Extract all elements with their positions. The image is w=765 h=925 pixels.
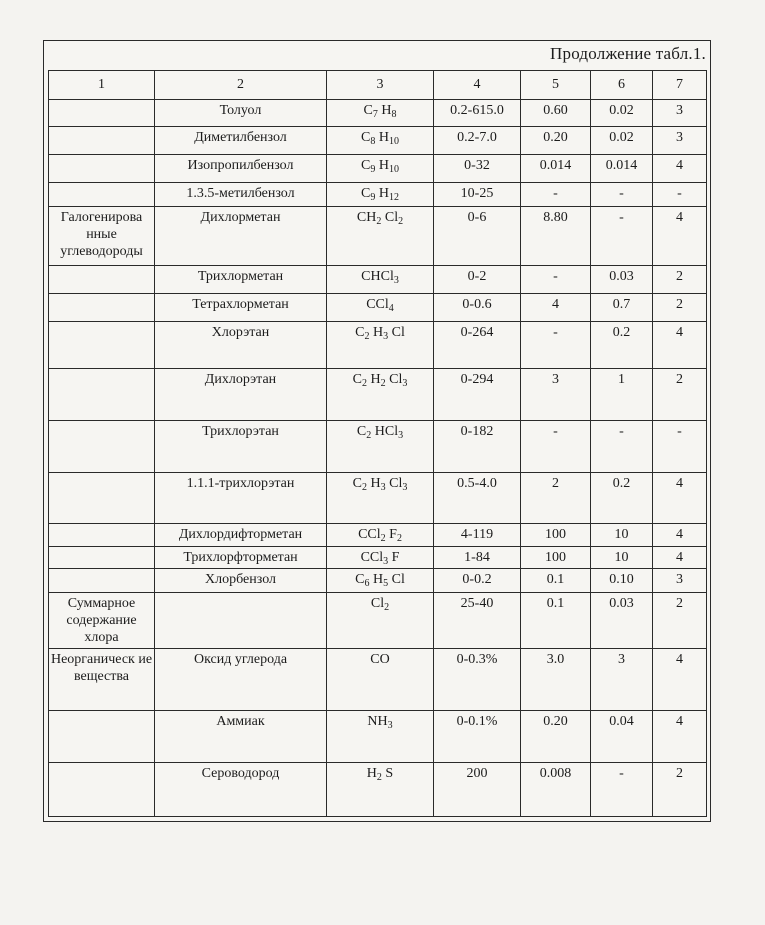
header-cell: 4 [434,71,521,100]
substance-name-cell: Дихлорэтан [155,369,327,421]
col6-cell: 0.03 [591,266,653,294]
header-cell: 5 [521,71,591,100]
category-cell [49,569,155,593]
category-cell [49,524,155,547]
formula-cell: CCl$_3$ F [327,547,434,569]
formula-cell: $C_2$ $H_2$ $Cl_3$ [327,369,434,421]
range-cell: 0.2-615.0 [434,100,521,127]
col6-cell: 0.014 [591,155,653,183]
category-cell: Суммарное содержание хлора [49,593,155,649]
col5-cell: 0.20 [521,127,591,155]
range-cell: 0-0.3% [434,649,521,711]
table-row [49,369,707,421]
category-cell [49,421,155,473]
col6-cell: 0.2 [591,473,653,524]
formula-cell: $NH_3$ [327,711,434,763]
header-cell: 6 [591,71,653,100]
col5-cell: - [521,266,591,294]
category-cell [49,711,155,763]
col5-cell: 0.60 [521,100,591,127]
formula-cell: $C_2$ $H_3$ Cl [327,322,434,369]
category-cell [49,100,155,127]
substance-name-cell: Трихлорфторметан [155,547,327,569]
formula-cell: $C_8$ $H_{10}$ [327,127,434,155]
col7-cell: 2 [653,294,707,322]
formula-cell: CCl$_2$ $F_2$ [327,524,434,547]
formula-cell: $H_2$ S [327,763,434,817]
substance-name-cell: Толуол [155,100,327,127]
substance-name-cell: Тетрахлорметан [155,294,327,322]
col7-cell: - [653,183,707,207]
range-cell: 0-2 [434,266,521,294]
col6-cell: 3 [591,649,653,711]
col6-cell: - [591,207,653,266]
table-row [49,649,707,711]
substance-name-cell: 1.3.5-метилбензол [155,183,327,207]
header-cell: 7 [653,71,707,100]
col7-cell: 3 [653,100,707,127]
substance-name-cell: Диметилбензол [155,127,327,155]
col7-cell: 4 [653,524,707,547]
col7-cell: 4 [653,711,707,763]
table-row [49,183,707,207]
formula-cell: $C_2$ HCl$_3$ [327,421,434,473]
category-cell: Неорганическ ие вещества [49,649,155,711]
table-row [49,569,707,593]
col7-cell: 2 [653,763,707,817]
category-cell [49,155,155,183]
col7-cell: 2 [653,266,707,294]
col6-cell: - [591,421,653,473]
col7-cell: 4 [653,155,707,183]
substance-name-cell: Оксид углерода [155,649,327,711]
col7-cell: 3 [653,569,707,593]
formula-cell: $C_9$ $H_{12}$ [327,183,434,207]
table-row [49,127,707,155]
table-row [49,100,707,127]
col7-cell: 3 [653,127,707,155]
col7-cell: 4 [653,547,707,569]
col6-cell: 10 [591,547,653,569]
range-cell: 0-0.1% [434,711,521,763]
table-row [49,524,707,547]
col6-cell: 0.04 [591,711,653,763]
col7-cell: 4 [653,322,707,369]
range-cell: 0-0.2 [434,569,521,593]
range-cell: 0.2-7.0 [434,127,521,155]
col5-cell: 100 [521,524,591,547]
substance-name-cell: 1.1.1-трихлорэтан [155,473,327,524]
col5-cell: 3.0 [521,649,591,711]
category-cell [49,369,155,421]
range-cell: 0-0.6 [434,294,521,322]
range-cell: 0.5-4.0 [434,473,521,524]
category-cell: Галогенирова нные углеводороды [49,207,155,266]
table-row [49,155,707,183]
range-cell: 0-32 [434,155,521,183]
range-cell: 4-119 [434,524,521,547]
col5-cell: 100 [521,547,591,569]
table-row [49,207,707,266]
col6-cell: 0.02 [591,100,653,127]
table-row [49,763,707,817]
col5-cell: 3 [521,369,591,421]
col5-cell: 0.1 [521,569,591,593]
formula-cell: CO [327,649,434,711]
substance-name-cell: Сероводород [155,763,327,817]
col6-cell: 10 [591,524,653,547]
table-row [49,547,707,569]
formula-cell: $C_9$ $H_{10}$ [327,155,434,183]
col5-cell: - [521,421,591,473]
col5-cell: 4 [521,294,591,322]
col7-cell: 2 [653,369,707,421]
category-cell [49,473,155,524]
col6-cell: - [591,183,653,207]
col6-cell: 0.02 [591,127,653,155]
formula-cell: CCl$_4$ [327,294,434,322]
range-cell: 1-84 [434,547,521,569]
substance-name-cell: Аммиак [155,711,327,763]
col5-cell: - [521,322,591,369]
formula-cell: CHCl$_3$ [327,266,434,294]
col7-cell: 4 [653,473,707,524]
col6-cell: 0.03 [591,593,653,649]
header-cell: 3 [327,71,434,100]
category-cell [49,322,155,369]
category-cell [49,294,155,322]
col5-cell: 0.20 [521,711,591,763]
header-row [49,71,707,100]
category-cell [49,763,155,817]
col6-cell: 0.2 [591,322,653,369]
col7-cell: 4 [653,649,707,711]
col6-cell: 0.7 [591,294,653,322]
category-cell [49,183,155,207]
header-cell: 1 [49,71,155,100]
substance-name-cell [155,593,327,649]
col7-cell: - [653,421,707,473]
range-cell: 0-6 [434,207,521,266]
substance-name-cell: Трихлорэтан [155,421,327,473]
col6-cell: 0.10 [591,569,653,593]
col5-cell: 0.014 [521,155,591,183]
table-row [49,322,707,369]
formula-cell: $C_7$ $H_8$ [327,100,434,127]
col5-cell: 8.80 [521,207,591,266]
formula-cell: $C_2$ $H_3$ $Cl_3$ [327,473,434,524]
col6-cell: - [591,763,653,817]
substance-name-cell: Изопропилбензол [155,155,327,183]
category-cell [49,547,155,569]
table-row [49,593,707,649]
continuation-title: Продолжение табл.1. [550,44,706,63]
category-cell [49,266,155,294]
category-cell [49,127,155,155]
range-cell: 0-264 [434,322,521,369]
substance-name-cell: Хлорэтан [155,322,327,369]
table-row [49,711,707,763]
formula-cell: $CH_2$ $Cl_2$ [327,207,434,266]
table-row [49,266,707,294]
substance-name-cell: Дихлорметан [155,207,327,266]
substance-name-cell: Трихлорметан [155,266,327,294]
substance-name-cell: Дихлордифторметан [155,524,327,547]
col7-cell: 2 [653,593,707,649]
col5-cell: 0.008 [521,763,591,817]
range-cell: 0-294 [434,369,521,421]
col5-cell: - [521,183,591,207]
range-cell: 10-25 [434,183,521,207]
formula-cell: $C_6$ $H_5$ Cl [327,569,434,593]
range-cell: 200 [434,763,521,817]
table-row [49,294,707,322]
range-cell: 25-40 [434,593,521,649]
table-row [49,473,707,524]
col5-cell: 2 [521,473,591,524]
range-cell: 0-182 [434,421,521,473]
document-page [43,40,711,822]
table-row [49,421,707,473]
substance-name-cell: Хлорбензол [155,569,327,593]
data-table [48,70,707,817]
formula-cell: $Cl_2$ [327,593,434,649]
col5-cell: 0.1 [521,593,591,649]
col6-cell: 1 [591,369,653,421]
header-cell: 2 [155,71,327,100]
col7-cell: 4 [653,207,707,266]
